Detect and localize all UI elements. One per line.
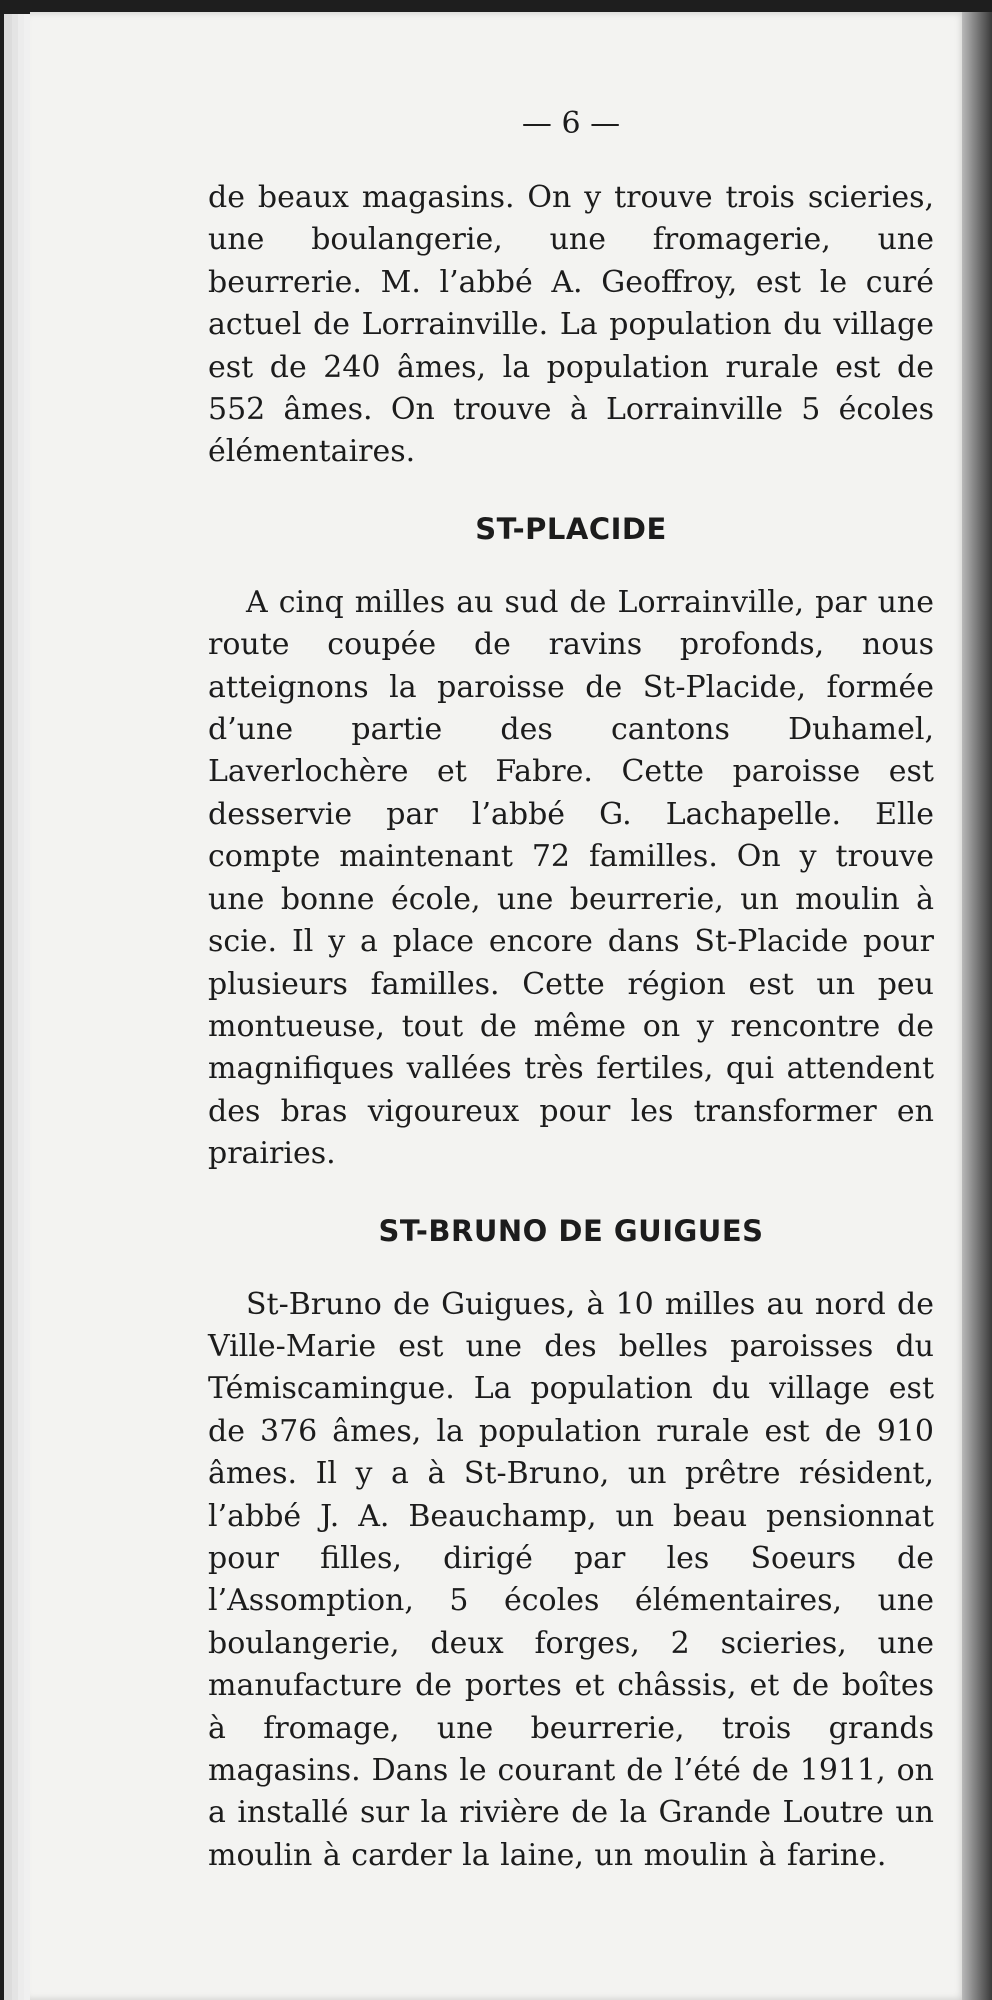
section-paragraph-st-bruno: St-Bruno de Guigues, à 10 milles au nord de Ville-Marie est une des belles paroisses du Témiscamingue. La population du village est de 376 âmes, la population rurale est de 910 âmes. Il y a à St-Bruno, un prêtre résident, l’abbé J. A. Beauchamp, un beau pensionnat pour filles, dirigé par les Soeurs de l’Assomption, 5 écoles élémentaires, une boulangerie, deux forges, 2 scieries, une manufacture de portes et châssis, et de boîtes à fromage, une beurrerie, trois grands magasins. Dans le courant de l’été de 1911, on a installé sur la rivière de la Grande Loutre un moulin à carder la laine, un moulin à farine. [208,1286,934,1873]
binding-shadow [962,12,992,2000]
page-content [208,104,934,1877]
book-page [30,12,968,2000]
section-heading-st-bruno: ST-BRUNO DE GUIGUES [378,1213,764,1248]
intro-paragraph: de beaux magasins. On y trouve trois scieries, une boulangerie, une fromagerie, une beurrerie. M. l’abbé A. Geoffroy, est le curé actuel de Lorrainville. La population du village est de 240 âmes, la population rurale est de 552 âmes. On trouve à Lorrainville 5 écoles élémentaires. [208,180,934,470]
page-number: — 6 — [521,106,621,141]
section-heading-st-placide: ST-PLACIDE [475,511,667,546]
section-paragraph-st-placide: A cinq milles au sud de Lorrainville, par une route coupée de ravins profonds, nous atteignons la paroisse de St-Placide, formée d’une partie des cantons Duhamel, Laverlochère et Fabre. Cette paroisse est desservie par l’abbé G. Lachapelle. Elle compte maintenant 72 familles. On y trouve une bonne école, une beurrerie, un moulin à scie. Il y a place encore dans St-Placide pour plusieurs familles. Cette région est un peu montueuse, tout de même on y rencontre de magnifiques vallées très fertiles, qui attendent des bras vigoureux pour les transformer en prairies. [208,584,934,1172]
